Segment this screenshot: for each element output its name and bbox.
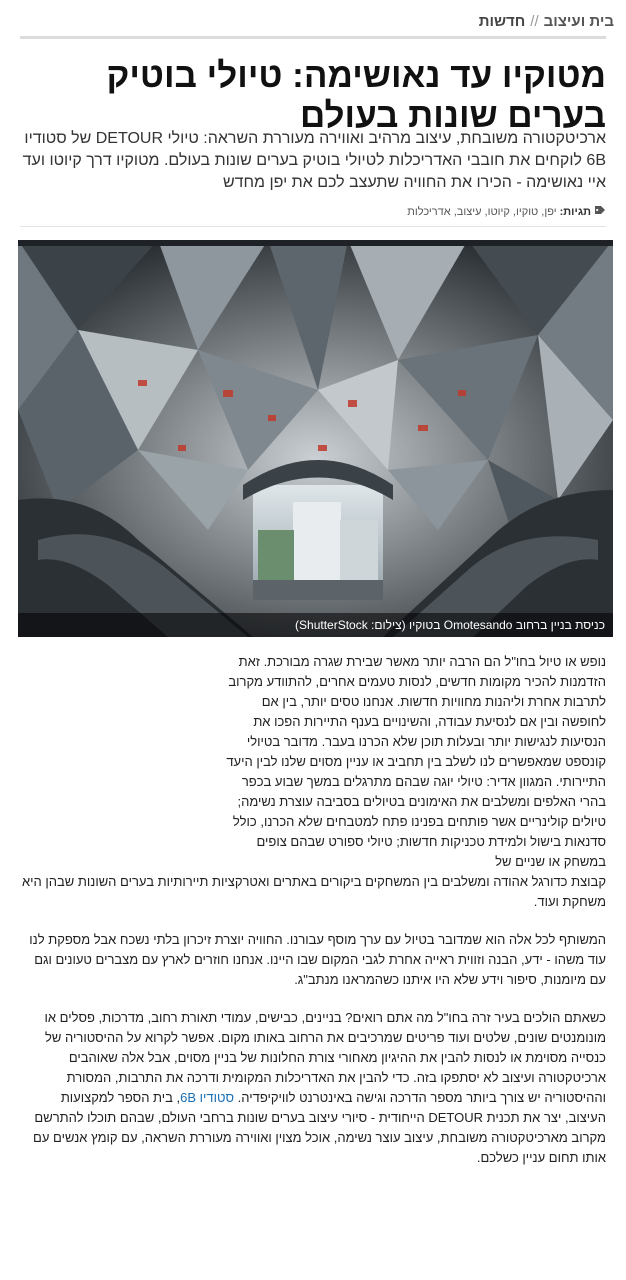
tag-design[interactable]: עיצוב xyxy=(456,206,482,218)
article-paragraph-1-tail: קבוצת כדורגל אהודה ומשלבים בין המשחקים ביקורים באתרים ואטרקציות תיירותיות בערים השונות שבהן היא משחקת ועוד. xyxy=(22,874,606,909)
article-title: מטוקיו עד נאושימה: טיולי בוטיק בערים שונות בעולם xyxy=(106,56,606,135)
article-lede xyxy=(20,128,606,194)
hero-image xyxy=(18,240,613,637)
tag-kyoto[interactable]: קיוטו xyxy=(487,206,510,218)
article-body xyxy=(18,652,606,1186)
tag-icon xyxy=(594,204,606,220)
breadcrumb-current: חדשות xyxy=(478,13,526,30)
article-paragraph-1: נופש או טיול בחו"ל הם הרבה יותר מאשר שבירת שגרה מבורכת. זאת הזדמנות להכיר מקומות חדשים, לנסות טעמים אחרים, להתוודע מקרוב לתרבות אחרת וליהנות מחוויות חדשות. אנחנו טסים יותר, בין אם לחופשה ובין אם לנסיעת עבודה, והשינויים בענף התיירות הפכו את הנסיעות לנגישות יותר ובעלות תוכן שלא הכרנו בעבר. מדובר בטיולי קונספט שמאפשרים לנו לשלב בין תחביב או עניין מסוים שלנו לבין היעד התיירותי. המגוון אדיר: טיולי יוגה שבהם מתרגלים במשך שבוע בכפר בהרי האלפים ומשלבים את האימונים בטיולים בסביבה עוצרת נשימה; טיולים קולינריים אשר פותחים בפנינו פתח למטבחים שלא הכרנו, כולל סדנאות בישול ולמידת טכניקות חדשות; טיולי ספורט שבהם צופים במשחק או שניים של xyxy=(226,654,606,869)
breadcrumb-section-link[interactable]: בית ועיצוב xyxy=(543,13,614,30)
lede-studio-link[interactable]: סטודיו 6B xyxy=(24,130,606,169)
article-paragraph-3 xyxy=(18,1008,606,1168)
header-divider xyxy=(20,36,606,39)
tag-architecture[interactable]: אדריכלות xyxy=(407,206,451,218)
tags-divider xyxy=(20,226,606,227)
tag-japan[interactable]: יפן xyxy=(544,206,557,218)
breadcrumb-separator: // xyxy=(530,13,539,30)
article-paragraph-2: המשותף לכל אלה הוא שמדובר בטיול עם ערך מוסף עבורנו. החוויה יוצרת זיכרון בלתי נשכח אבל מספקת לנו עוד משהו - ידע, הבנה וזווית ראייה אחרת לגבי המקום שבו היינו. אנחנו חוזרים לארץ עם מצברים טעונים וגם עם מיומנות, סיפור וידע שלא היו איתנו כשהמראנו מנתב"ג. xyxy=(29,932,606,987)
paragraph-3-text-end: , בית הספר למקצועות העיצוב, יצר את תכנית DETOUR הייחודית - סיורי עיצוב בערים שונות ברחבי העולם, שבהם תוכלו להתרשם מקרוב מארכיטקטורה משובחת, עיצוב עוצר נשימה, אוכל מצוין ואווירה מעוררת השראה, עם קומץ אנשים עם אותו תחום עניין כשלכם. xyxy=(33,1090,606,1165)
tags-row: תגיות: יפן, טוקיו, קיוטו, עיצוב, אדריכלות xyxy=(20,204,606,220)
image-caption: כניסת בניין ברחוב Omotesando בטוקיו (צילום: ShutterStock) xyxy=(18,613,613,637)
breadcrumb xyxy=(12,8,614,36)
paragraph-3-text-start: כשאתם הולכים בעיר זרה בחו"ל מה אתם רואים? בניינים, כבישים, עמודי תאורת רחוב, מדרכות, פסלים או מונומנטים שונים, שלטים ועוד פריטים שמרכיבים את הרחוב באותו מקום. אפשר לקרוא על ההיסטוריה של כנסייה מסוימת או לנסות להבין את ההיגיון מאחורי צורת החלונות של בניין מסוים, אבל אלה שאוהבים ארכיטקטורה ועיצוב לא יסתפקו בזה. כדי להבין את האדריכלות המקומית ודרכה את התרבות, המסורת וההיסטוריה יש צורך ביותר מספר הדרכה וגישה באינטרנט לוויקיפדיה. xyxy=(44,1010,606,1105)
tags-title: תגיות: xyxy=(559,206,591,218)
lede-text-start: ארכיטקטורה משובחת, עיצוב מרהיב ואווירה מעוררת השראה: טיולי DETOUR של xyxy=(66,130,606,147)
tag-tokyo[interactable]: טוקיו xyxy=(515,206,539,218)
lede-text-end: לוקחים את חובבי האדריכלות לטיולי בוטיק בערים שונות בעולם. מטוקיו דרך קיוטו ועד איי נאושימה - הכירו את החוויה שתעצב לכם את יפן מחדש xyxy=(22,152,606,191)
paragraph-3-studio-link[interactable]: סטודיו 6B xyxy=(180,1090,235,1105)
mirrored-entrance-photo xyxy=(18,240,613,637)
